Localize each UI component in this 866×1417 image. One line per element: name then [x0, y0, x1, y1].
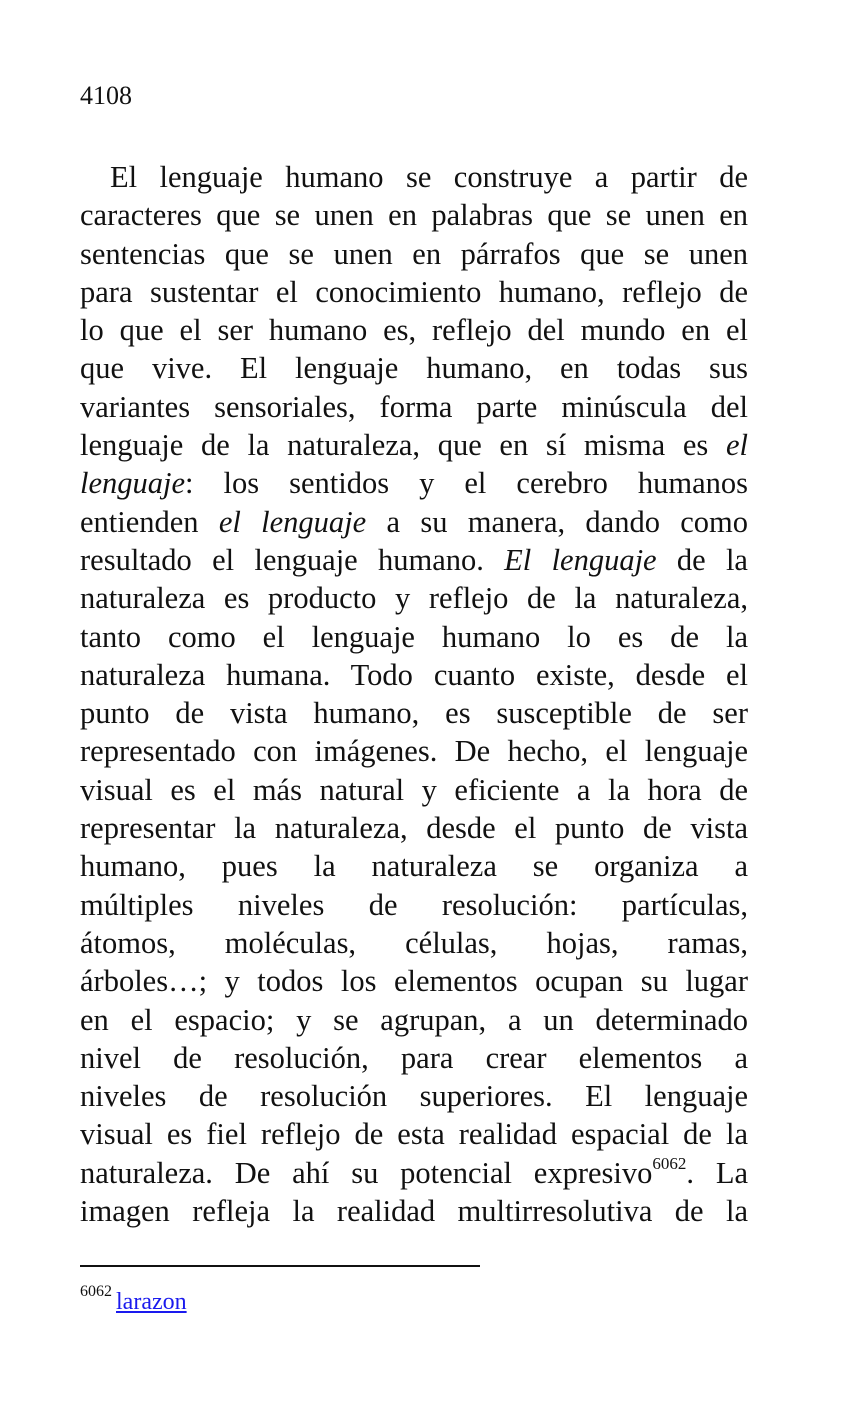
paragraph-line: caracteres que se unen en palabras que se unen en [80, 198, 748, 233]
line-text: a su manera, dando como [366, 504, 748, 539]
italic-term: lenguaje [80, 466, 186, 501]
body-paragraph [80, 158, 748, 1230]
paragraph-line: naturaleza humana. Todo cuanto existe, desde el [80, 657, 748, 692]
paragraph-line: para sustentar el conocimiento humano, reflejo de [80, 274, 748, 309]
paragraph-line: que vive. El lenguaje humano, en todas sus [80, 351, 748, 386]
paragraph-line: sentencias que se unen en párrafos que se unen [80, 236, 748, 271]
line-text: . La [686, 1155, 748, 1190]
footnote-reference[interactable]: 6062 [652, 1153, 687, 1173]
italic-term: el [725, 428, 748, 463]
paragraph-line: niveles de resolución superiores. El lenguaje [80, 1079, 748, 1114]
paragraph-line: tanto como el lenguaje humano lo es de la [80, 619, 748, 654]
line-text: : los sentidos y el cerebro humanos [185, 466, 748, 501]
footnote [80, 1281, 187, 1317]
footnote-divider [80, 1265, 480, 1267]
paragraph-line: punto de vista humano, es susceptible de ser [80, 696, 748, 731]
italic-term: El lenguaje [504, 542, 657, 577]
paragraph-line: lo que el ser humano es, reflejo del mundo en el [80, 313, 748, 348]
paragraph-line [80, 1154, 748, 1192]
paragraph-line: representado con imágenes. De hecho, el lenguaje [80, 734, 748, 769]
line-text: de la [656, 542, 748, 577]
paragraph-line [80, 541, 748, 579]
paragraph-line: representar la naturaleza, desde el punto de vista [80, 811, 748, 846]
line-text: lenguaje de la naturaleza, que en sí misma es [80, 428, 726, 463]
paragraph-line: nivel de resolución, para crear elementos a [80, 1040, 748, 1075]
paragraph-line: en el espacio; y se agrupan, a un determinado [80, 1002, 748, 1037]
paragraph-line [80, 464, 748, 502]
paragraph-line: átomos, moléculas, células, hojas, ramas, [80, 925, 748, 960]
footnote-marker: 6062 [80, 1283, 112, 1300]
paragraph-line [80, 426, 748, 464]
paragraph-line: naturaleza es producto y reflejo de la naturaleza, [80, 581, 748, 616]
paragraph-line: árboles…; y todos los elementos ocupan su lugar [80, 964, 748, 999]
footnote-link[interactable]: larazon [116, 1289, 187, 1315]
paragraph-line: imagen refleja la realidad multirresolutiva de la [80, 1194, 748, 1229]
paragraph-line: visual es el más natural y eficiente a la hora de [80, 772, 748, 807]
paragraph-line: múltiples niveles de resolución: partículas, [80, 887, 748, 922]
line-text: naturaleza. De ahí su potencial expresivo [80, 1155, 653, 1190]
paragraph-line: humano, pues la naturaleza se organiza a [80, 849, 748, 884]
line-text: entienden [80, 504, 219, 539]
page-number: 4108 [80, 81, 132, 110]
paragraph-line: visual es fiel reflejo de esta realidad espacial de la [80, 1117, 748, 1152]
paragraph-line: El lenguaje humano se construye a partir de [110, 160, 748, 194]
paragraph-line [80, 503, 748, 541]
paragraph-line: variantes sensoriales, forma parte minúscula del [80, 389, 748, 424]
line-text: resultado el lenguaje humano. [80, 542, 505, 577]
italic-term: el lenguaje [218, 504, 367, 539]
